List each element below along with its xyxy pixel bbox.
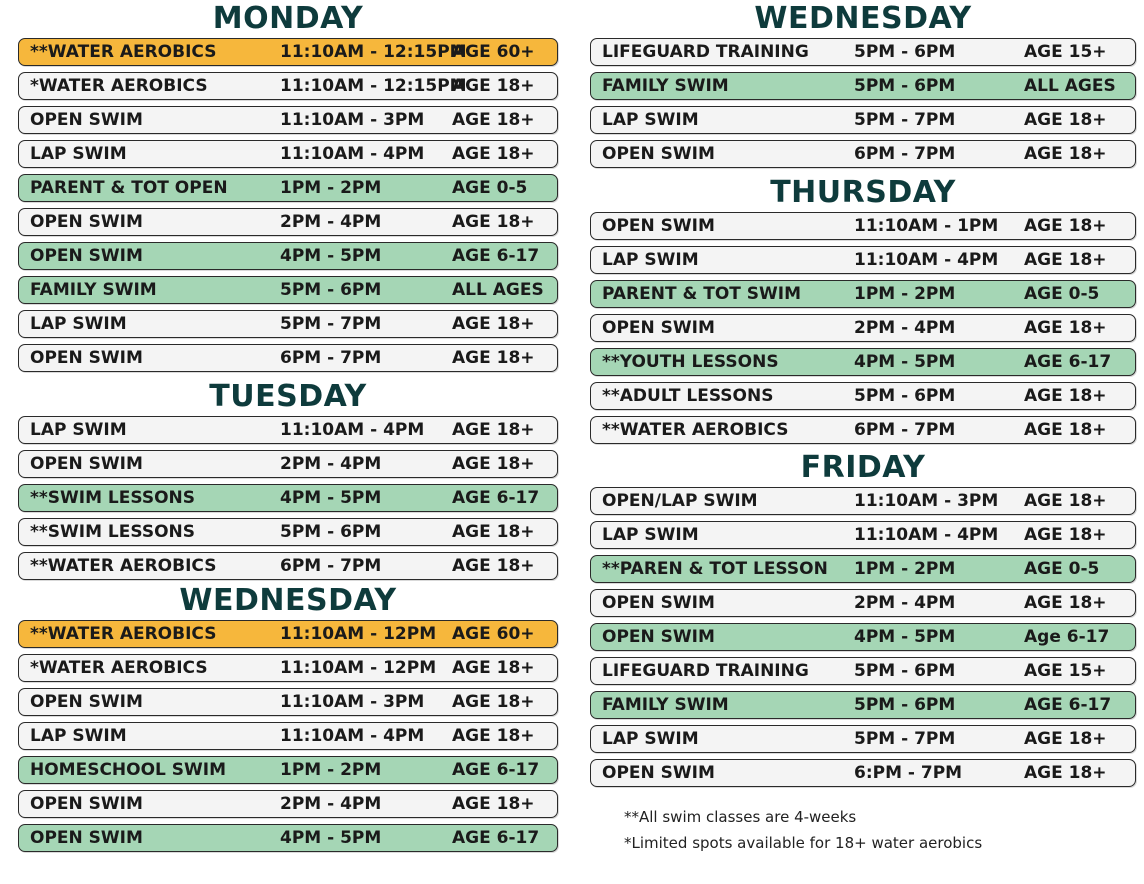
class-age: AGE 18+ [452, 314, 535, 334]
class-age: AGE 18+ [452, 692, 535, 712]
class-time: 11:10AM - 3PM [280, 692, 425, 712]
class-name: **SWIM LESSONS [30, 522, 196, 542]
class-time: 6PM - 7PM [854, 144, 956, 164]
class-time: 11:10AM - 1PM [854, 216, 999, 236]
day-section [18, 1, 558, 378]
class-time: 6:PM - 7PM [854, 763, 963, 783]
class-age: AGE 18+ [1024, 144, 1107, 164]
class-time: 1PM - 2PM [854, 559, 956, 579]
class-name: LAP SWIM [602, 110, 699, 130]
schedule-row [18, 344, 558, 372]
class-age: AGE 18+ [1024, 491, 1107, 511]
schedule-row [18, 518, 558, 546]
class-name: FAMILY SWIM [602, 76, 729, 96]
class-name: **SWIM LESSONS [30, 488, 196, 508]
class-age: AGE 0-5 [452, 178, 528, 198]
class-age: AGE 18+ [452, 794, 535, 814]
schedule-row [590, 280, 1136, 308]
class-name: OPEN SWIM [602, 627, 715, 647]
class-time: 11:10AM - 3PM [854, 491, 999, 511]
class-name: OPEN SWIM [30, 348, 143, 368]
class-name: OPEN SWIM [602, 593, 715, 613]
class-time: 5PM - 6PM [854, 661, 956, 681]
class-name: LAP SWIM [602, 729, 699, 749]
schedule-row [18, 756, 558, 784]
day-section [590, 450, 1136, 793]
class-time: 5PM - 6PM [854, 76, 956, 96]
schedule-row [590, 212, 1136, 240]
class-time: 5PM - 6PM [854, 42, 956, 62]
schedule-row [590, 140, 1136, 168]
class-time: 11:10AM - 3PM [280, 110, 425, 130]
class-age: ALL AGES [452, 280, 544, 300]
class-name: OPEN SWIM [602, 763, 715, 783]
class-name: LIFEGUARD TRAINING [602, 661, 809, 681]
schedule-row [590, 691, 1136, 719]
class-time: 6PM - 7PM [280, 348, 382, 368]
schedule-row [18, 722, 558, 750]
footnotes [624, 806, 982, 858]
class-time: 2PM - 4PM [280, 794, 382, 814]
class-age: AGE 18+ [1024, 593, 1107, 613]
class-time: 11:10AM - 12:15PM [280, 42, 467, 62]
schedule-row [590, 314, 1136, 342]
class-age: AGE 18+ [1024, 318, 1107, 338]
class-age: AGE 18+ [1024, 763, 1107, 783]
schedule-row [590, 246, 1136, 274]
class-time: 6PM - 7PM [280, 556, 382, 576]
class-name: OPEN SWIM [30, 692, 143, 712]
schedule-row [18, 416, 558, 444]
schedule-row [18, 484, 558, 512]
class-time: 1PM - 2PM [280, 178, 382, 198]
class-name: HOMESCHOOL SWIM [30, 760, 227, 780]
day-section [18, 379, 558, 586]
class-age: AGE 60+ [452, 42, 535, 62]
schedule-row [590, 725, 1136, 753]
class-age: AGE 18+ [1024, 216, 1107, 236]
footnote-lessons: **All swim classes are 4-weeks [624, 808, 857, 826]
day-title: THURSDAY [770, 175, 956, 210]
class-time: 11:10AM - 4PM [854, 525, 999, 545]
class-age: AGE 15+ [1024, 661, 1107, 681]
class-age: AGE 18+ [452, 522, 535, 542]
schedule-row [18, 790, 558, 818]
day-title: WEDNESDAY [754, 1, 972, 36]
class-name: PARENT & TOT SWIM [602, 284, 802, 304]
class-name: **ADULT LESSONS [602, 386, 774, 406]
class-name: LAP SWIM [602, 525, 699, 545]
schedule-row [590, 487, 1136, 515]
class-name: PARENT & TOT OPEN [30, 178, 228, 198]
schedule-row [590, 759, 1136, 787]
schedule-row [590, 555, 1136, 583]
class-age: AGE 6-17 [452, 488, 540, 508]
class-age: ALL AGES [1024, 76, 1116, 96]
day-title: TUESDAY [209, 379, 367, 414]
day-title: FRIDAY [800, 450, 926, 485]
schedule-row [590, 348, 1136, 376]
schedule-row [18, 620, 558, 648]
class-name: OPEN SWIM [30, 828, 143, 848]
day-section [590, 1, 1136, 174]
class-name: OPEN SWIM [602, 318, 715, 338]
class-time: 5PM - 7PM [854, 110, 956, 130]
class-age: AGE 18+ [452, 454, 535, 474]
class-age: AGE 18+ [1024, 525, 1107, 545]
class-time: 6PM - 7PM [854, 420, 956, 440]
class-name: OPEN SWIM [602, 144, 715, 164]
class-name: **PAREN & TOT LESSON [602, 559, 828, 579]
schedule-row [590, 416, 1136, 444]
class-age: AGE 18+ [1024, 729, 1107, 749]
schedule-row [18, 450, 558, 478]
class-name: FAMILY SWIM [602, 695, 729, 715]
schedule-row [18, 276, 558, 304]
class-age: AGE 18+ [452, 76, 535, 96]
class-time: 11:10AM - 4PM [280, 726, 425, 746]
class-age: AGE 18+ [452, 212, 535, 232]
schedule-row [590, 38, 1136, 66]
class-time: 5PM - 6PM [280, 522, 382, 542]
class-age: AGE 18+ [452, 348, 535, 368]
class-time: 11:10AM - 4PM [280, 144, 425, 164]
class-name: OPEN SWIM [30, 212, 143, 232]
schedule-row [18, 242, 558, 270]
schedule-row [18, 310, 558, 338]
class-age: AGE 6-17 [452, 246, 540, 266]
class-name: OPEN SWIM [30, 246, 143, 266]
schedule-row [18, 174, 558, 202]
class-name: LAP SWIM [30, 420, 127, 440]
day-section [18, 583, 558, 858]
schedule-row [18, 140, 558, 168]
schedule-row [18, 72, 558, 100]
class-time: 5PM - 7PM [854, 729, 956, 749]
class-name: LAP SWIM [30, 144, 127, 164]
schedule-row [18, 688, 558, 716]
schedule-row [18, 824, 558, 852]
class-name: OPEN SWIM [30, 794, 143, 814]
class-time: 4PM - 5PM [280, 488, 382, 508]
class-age: AGE 0-5 [1024, 559, 1100, 579]
schedule-row [18, 38, 558, 66]
schedule-row [18, 552, 558, 580]
class-name: FAMILY SWIM [30, 280, 157, 300]
class-time: 2PM - 4PM [280, 454, 382, 474]
class-time: 11:10AM - 12:15PM [280, 76, 467, 96]
class-age: AGE 0-5 [1024, 284, 1100, 304]
class-name: OPEN SWIM [30, 110, 143, 130]
day-title: WEDNESDAY [179, 583, 397, 618]
schedule-row [590, 657, 1136, 685]
class-time: 4PM - 5PM [854, 352, 956, 372]
class-time: 4PM - 5PM [280, 828, 382, 848]
class-name: **WATER AEROBICS [30, 624, 217, 644]
class-age: AGE 6-17 [1024, 695, 1112, 715]
class-time: 5PM - 6PM [280, 280, 382, 300]
class-age: AGE 15+ [1024, 42, 1107, 62]
class-time: 5PM - 7PM [280, 314, 382, 334]
class-name: **WATER AEROBICS [30, 42, 217, 62]
schedule-row [590, 521, 1136, 549]
class-name: OPEN SWIM [30, 454, 143, 474]
day-title: MONDAY [212, 1, 364, 36]
class-age: AGE 18+ [1024, 250, 1107, 270]
class-age: AGE 60+ [452, 624, 535, 644]
class-name: OPEN SWIM [602, 216, 715, 236]
class-time: 11:10AM - 4PM [854, 250, 999, 270]
day-section [590, 175, 1136, 450]
class-name: **WATER AEROBICS [602, 420, 789, 440]
class-age: AGE 18+ [452, 658, 535, 678]
class-time: 5PM - 6PM [854, 386, 956, 406]
class-name: OPEN/LAP SWIM [602, 491, 758, 511]
class-time: 5PM - 6PM [854, 695, 956, 715]
class-age: AGE 18+ [1024, 420, 1107, 440]
class-age: AGE 18+ [452, 110, 535, 130]
schedule-row [590, 72, 1136, 100]
class-name: LAP SWIM [30, 726, 127, 746]
schedule-row [18, 654, 558, 682]
schedule-row [590, 623, 1136, 651]
schedule-row [18, 208, 558, 236]
class-age: Age 6-17 [1024, 627, 1110, 647]
class-time: 2PM - 4PM [280, 212, 382, 232]
class-time: 11:10AM - 4PM [280, 420, 425, 440]
class-age: AGE 18+ [452, 556, 535, 576]
class-age: AGE 6-17 [452, 760, 540, 780]
class-age: AGE 18+ [452, 420, 535, 440]
class-name: **WATER AEROBICS [30, 556, 217, 576]
class-name: *WATER AEROBICS [30, 658, 208, 678]
schedule-row [590, 589, 1136, 617]
class-time: 11:10AM - 12PM [280, 658, 437, 678]
class-name: **YOUTH LESSONS [602, 352, 779, 372]
class-time: 4PM - 5PM [854, 627, 956, 647]
class-time: 1PM - 2PM [280, 760, 382, 780]
class-time: 2PM - 4PM [854, 593, 956, 613]
schedule-row [18, 106, 558, 134]
class-age: AGE 18+ [452, 144, 535, 164]
class-age: AGE 18+ [1024, 386, 1107, 406]
schedule-row [590, 382, 1136, 410]
class-name: LIFEGUARD TRAINING [602, 42, 809, 62]
class-age: AGE 6-17 [1024, 352, 1112, 372]
class-name: LAP SWIM [30, 314, 127, 334]
class-time: 11:10AM - 12PM [280, 624, 437, 644]
class-age: AGE 6-17 [452, 828, 540, 848]
class-name: LAP SWIM [602, 250, 699, 270]
footnote-aerobics: *Limited spots available for 18+ water aerobics [624, 834, 983, 852]
class-time: 2PM - 4PM [854, 318, 956, 338]
schedule-row [590, 106, 1136, 134]
class-time: 1PM - 2PM [854, 284, 956, 304]
class-age: AGE 18+ [1024, 110, 1107, 130]
class-time: 4PM - 5PM [280, 246, 382, 266]
class-name: *WATER AEROBICS [30, 76, 208, 96]
class-age: AGE 18+ [452, 726, 535, 746]
